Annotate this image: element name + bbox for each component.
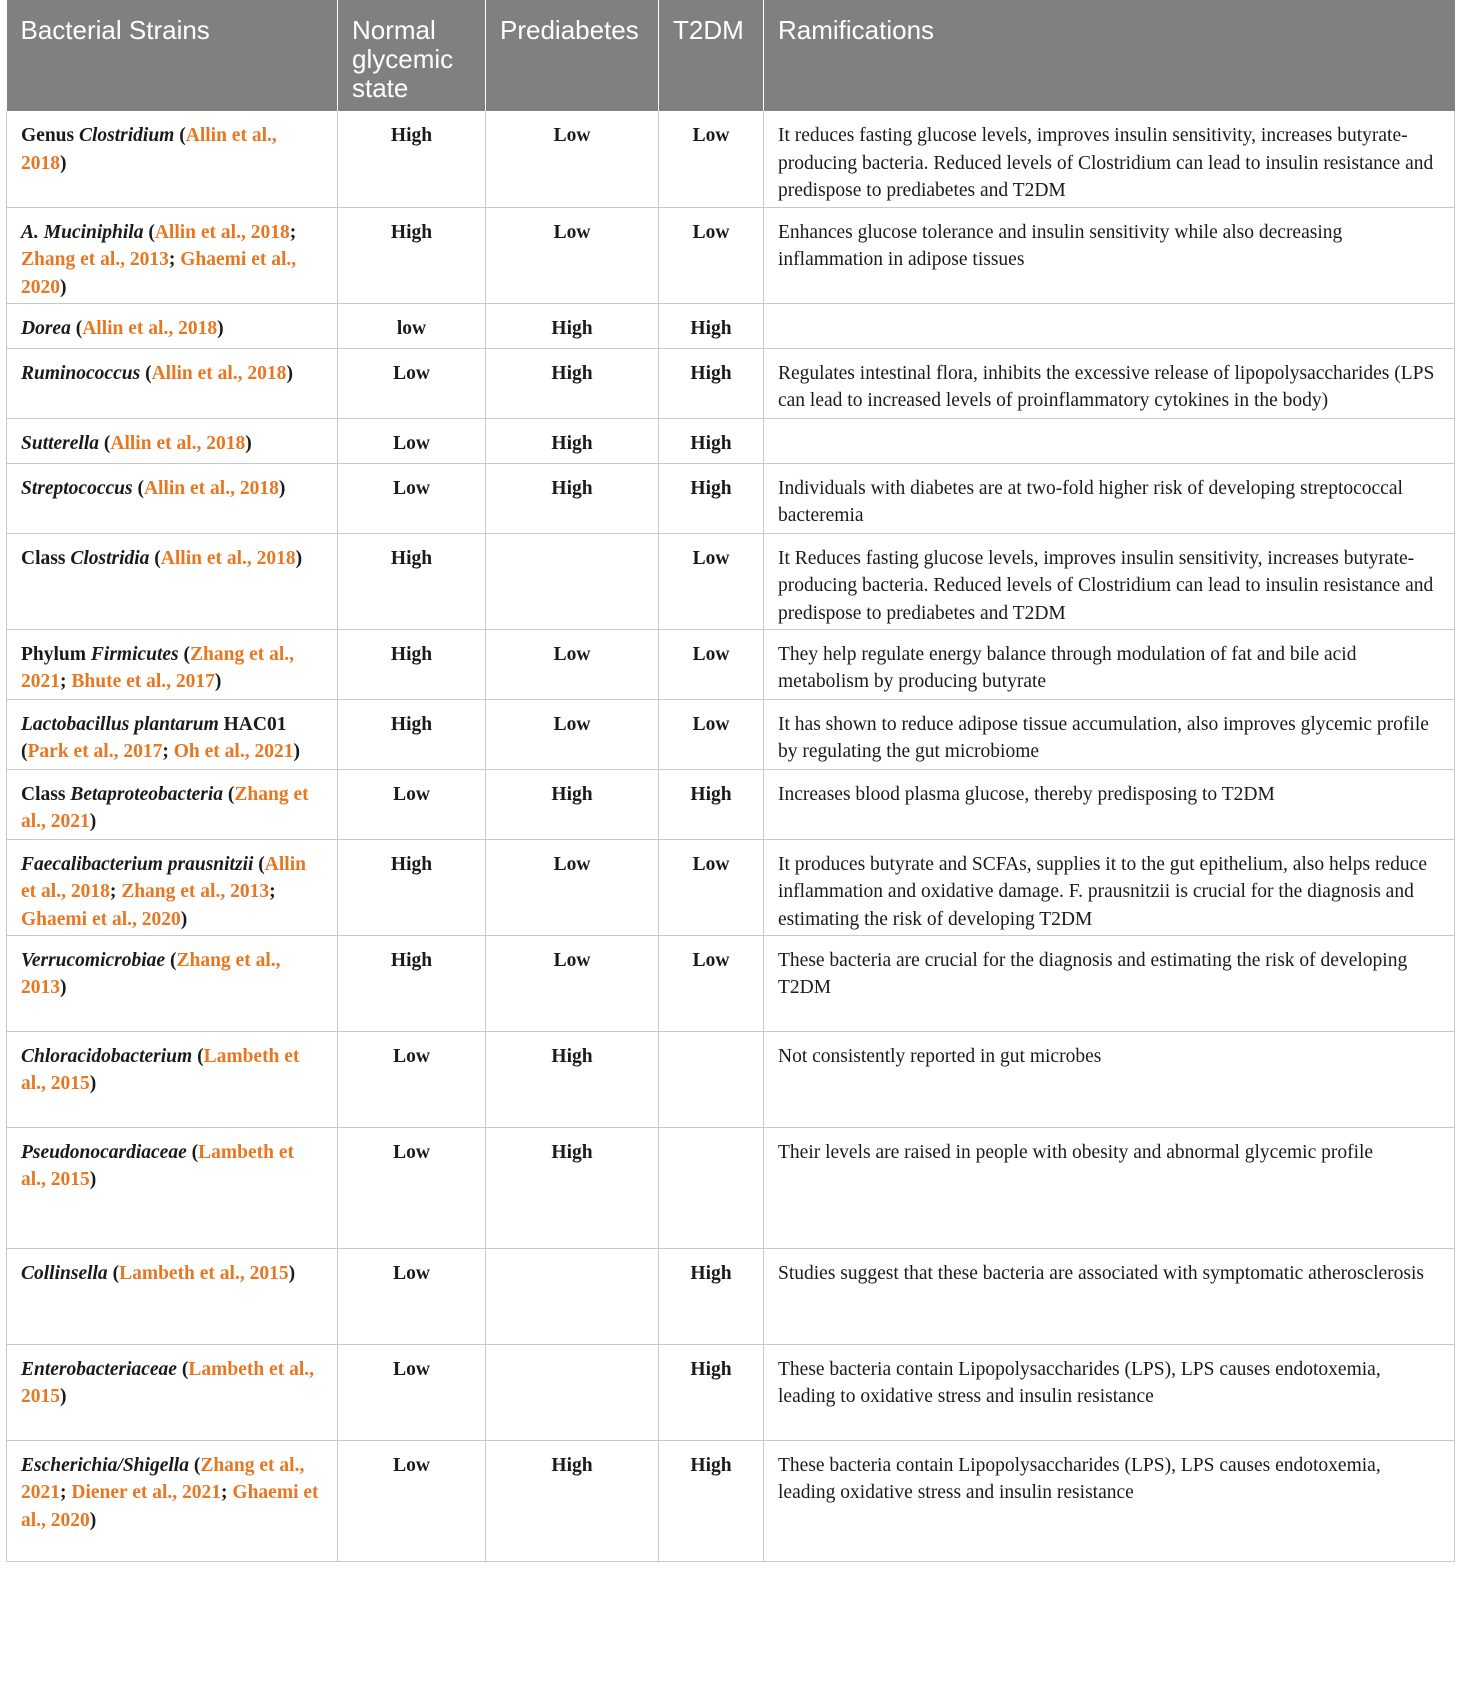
- cell-normal-glycemic-state: Low: [338, 463, 486, 533]
- strain-text: Verrucomicrobiae: [21, 949, 166, 971]
- strain-text: (: [70, 317, 83, 339]
- strain-text: A. Muciniphila: [21, 221, 144, 243]
- cell-t2dm: Low: [659, 207, 764, 303]
- cell-t2dm: High: [659, 1440, 764, 1561]
- cell-t2dm: Low: [659, 935, 764, 1031]
- cell-bacterial-strain: [7, 303, 338, 348]
- strain-text: ): [180, 908, 188, 930]
- cell-bacterial-strain: [7, 111, 338, 207]
- cell-ramifications: [764, 303, 1455, 348]
- strain-text: ): [288, 1262, 296, 1284]
- cell-prediabetes: Low: [486, 935, 659, 1031]
- cell-prediabetes: High: [486, 303, 659, 348]
- strain-text: Class: [21, 783, 71, 805]
- cell-prediabetes: High: [486, 463, 659, 533]
- strain-text: ): [293, 741, 300, 762]
- cell-prediabetes: Low: [486, 111, 659, 207]
- strain-text: ;: [60, 671, 72, 692]
- cell-normal-glycemic-state: Low: [338, 1344, 486, 1440]
- strain-text: ): [278, 477, 286, 499]
- table-row: [7, 1031, 1455, 1127]
- cell-bacterial-strain: [7, 935, 338, 1031]
- cell-prediabetes: High: [486, 1440, 659, 1561]
- cell-bacterial-strain: [7, 207, 338, 303]
- cell-normal-glycemic-state: Low: [338, 348, 486, 418]
- strain-text: Pseudonocardiaceae: [21, 1141, 187, 1163]
- strain-text: ): [295, 547, 303, 569]
- cell-prediabetes: [486, 533, 659, 629]
- header-prediabetes: Prediabetes: [486, 0, 659, 111]
- strain-text: Phylum: [21, 643, 91, 665]
- strain-text: Clostridium: [78, 125, 175, 146]
- strain-text: Firmicutes: [90, 643, 179, 665]
- cell-prediabetes: [486, 1248, 659, 1344]
- cell-bacterial-strain: [7, 533, 338, 629]
- table-header: [7, 0, 1455, 111]
- reference-link[interactable]: Allin et al., 2018: [82, 317, 218, 339]
- reference-link[interactable]: Lambeth et al., 2015: [21, 1141, 294, 1190]
- cell-normal-glycemic-state: High: [338, 629, 486, 699]
- strain-text: (: [99, 432, 111, 454]
- cell-ramifications: It produces butyrate and SCFAs, supplies it to the gut epithelium, also helps reduce inflammation and oxidative damage. F. prausnitzii is crucial for the diagnosis and estimating the risk of developing T2DM: [764, 839, 1455, 935]
- reference-link[interactable]: Lambeth et al., 2015: [21, 1358, 314, 1407]
- cell-bacterial-strain: [7, 629, 338, 699]
- table-row: [7, 769, 1455, 839]
- cell-ramifications: [764, 418, 1455, 463]
- cell-normal-glycemic-state: High: [338, 839, 486, 935]
- strain-text: ): [89, 1073, 97, 1094]
- strain-text: ): [89, 1169, 97, 1190]
- cell-prediabetes: [486, 1344, 659, 1440]
- header-row: [7, 0, 1455, 111]
- strain-text: Betaproteobacteria: [70, 783, 224, 805]
- cell-bacterial-strain: [7, 418, 338, 463]
- strain-text: ;: [221, 1482, 233, 1503]
- strain-text: (: [140, 362, 152, 384]
- strain-text: ): [245, 432, 252, 454]
- cell-t2dm: [659, 1127, 764, 1248]
- cell-t2dm: High: [659, 1248, 764, 1344]
- cell-ramifications: Studies suggest that these bacteria are associated with symptomatic atherosclerosis: [764, 1248, 1455, 1344]
- table-row: [7, 533, 1455, 629]
- header-t2dm: T2DM: [659, 0, 764, 111]
- cell-bacterial-strain: [7, 1127, 338, 1248]
- reference-link[interactable]: Allin et al., 2018: [110, 432, 246, 454]
- cell-normal-glycemic-state: Low: [338, 418, 486, 463]
- cell-ramifications: Their levels are raised in people with obesity and abnormal glycemic profile: [764, 1127, 1455, 1248]
- strain-text: (: [186, 1141, 199, 1163]
- cell-ramifications: It Reduces fasting glucose levels, improves insulin sensitivity, increases butyrate-producing bacteria. Reduced levels of Clostridium can lead to insulin resistance and predispose to prediabetes and T2DM: [764, 533, 1455, 629]
- strain-text: ): [286, 362, 293, 384]
- cell-prediabetes: High: [486, 418, 659, 463]
- table-row: [7, 935, 1455, 1031]
- table-row: [7, 629, 1455, 699]
- cell-bacterial-strain: [7, 839, 338, 935]
- table-row: [7, 699, 1455, 769]
- cell-ramifications: These bacteria contain Lipopolysaccharides (LPS), LPS causes endotoxemia, leading oxidative stress and insulin resistance: [764, 1440, 1455, 1561]
- reference-link[interactable]: Park et al., 2017: [27, 741, 163, 762]
- strain-text: ): [89, 811, 97, 832]
- cell-normal-glycemic-state: High: [338, 533, 486, 629]
- strain-text: ): [89, 1509, 97, 1531]
- cell-prediabetes: High: [486, 1127, 659, 1248]
- table-row: [7, 348, 1455, 418]
- cell-t2dm: Low: [659, 839, 764, 935]
- strain-text: ;: [162, 741, 174, 762]
- strain-text: Chloracidobacterium: [21, 1045, 193, 1067]
- cell-t2dm: High: [659, 769, 764, 839]
- bacterial-strains-table: [6, 0, 1455, 1562]
- reference-link[interactable]: Zhang et al., 2021: [21, 783, 309, 832]
- strain-text: (: [188, 1454, 201, 1476]
- strain-text: (: [178, 643, 191, 665]
- header-ramifications: Ramifications: [764, 0, 1455, 111]
- cell-t2dm: Low: [659, 699, 764, 769]
- cell-normal-glycemic-state: low: [338, 303, 486, 348]
- cell-bacterial-strain: [7, 1248, 338, 1344]
- cell-normal-glycemic-state: Low: [338, 1440, 486, 1561]
- table-row: [7, 418, 1455, 463]
- strain-text: (: [176, 1358, 189, 1380]
- reference-link[interactable]: Zhang et al., 2013: [121, 881, 270, 902]
- cell-t2dm: High: [659, 303, 764, 348]
- strain-text: ;: [60, 1482, 72, 1503]
- strain-text: (: [165, 949, 177, 971]
- table-body: [7, 111, 1455, 1561]
- cell-ramifications: It has shown to reduce adipose tissue accumulation, also improves glycemic profile by regulating the gut microbiome: [764, 699, 1455, 769]
- cell-normal-glycemic-state: High: [338, 699, 486, 769]
- cell-normal-glycemic-state: Low: [338, 1031, 486, 1127]
- header-normal-glycemic-state: Normal glycemic state: [338, 0, 486, 111]
- strain-text: Escherichia/Shigella: [21, 1454, 189, 1476]
- cell-bacterial-strain: [7, 463, 338, 533]
- strain-text: (: [223, 783, 235, 805]
- cell-normal-glycemic-state: Low: [338, 769, 486, 839]
- reference-link[interactable]: Zhang et al., 2021: [21, 1454, 305, 1503]
- reference-link[interactable]: Allin et al., 2018: [151, 362, 287, 384]
- table-row: [7, 1127, 1455, 1248]
- strain-text: (: [149, 547, 161, 569]
- cell-ramifications: These bacteria contain Lipopolysaccharides (LPS), LPS causes endotoxemia, leading to oxidative stress and insulin resistance: [764, 1344, 1455, 1440]
- strain-text: ): [60, 152, 67, 174]
- cell-t2dm: [659, 1031, 764, 1127]
- strain-text: ): [214, 671, 222, 692]
- cell-bacterial-strain: [7, 699, 338, 769]
- cell-prediabetes: Low: [486, 699, 659, 769]
- cell-bacterial-strain: [7, 769, 338, 839]
- cell-t2dm: Low: [659, 629, 764, 699]
- strain-text: (: [107, 1262, 120, 1284]
- strain-text: ;: [168, 249, 181, 270]
- reference-link[interactable]: Allin et al., 2018: [160, 547, 296, 569]
- strain-text: Faecalibacterium prausnitzii: [21, 853, 254, 875]
- cell-ramifications: Not consistently reported in gut microbes: [764, 1031, 1455, 1127]
- strain-text: (: [253, 853, 265, 875]
- strain-text: Genus: [21, 125, 79, 146]
- table-row: [7, 839, 1455, 935]
- cell-ramifications: Regulates intestinal flora, inhibits the excessive release of lipopolysaccharides (LPS can lead to increased levels of proinflammatory cytokines in the body): [764, 348, 1455, 418]
- table-row: [7, 463, 1455, 533]
- cell-bacterial-strain: [7, 348, 338, 418]
- strain-text: Class: [21, 547, 71, 569]
- cell-t2dm: High: [659, 348, 764, 418]
- cell-t2dm: Low: [659, 111, 764, 207]
- strain-text: (: [132, 477, 144, 499]
- table-row: [7, 207, 1455, 303]
- cell-t2dm: Low: [659, 533, 764, 629]
- cell-normal-glycemic-state: High: [338, 111, 486, 207]
- reference-link[interactable]: Zhang et al., 2013: [21, 249, 169, 270]
- cell-normal-glycemic-state: High: [338, 935, 486, 1031]
- table-row: [7, 1248, 1455, 1344]
- reference-link[interactable]: Zhang et al., 2013: [21, 949, 281, 998]
- reference-link[interactable]: Ghaemi et al., 2020: [21, 1482, 319, 1531]
- cell-prediabetes: Low: [486, 629, 659, 699]
- strain-text: (: [174, 125, 186, 146]
- cell-normal-glycemic-state: Low: [338, 1248, 486, 1344]
- cell-ramifications: Increases blood plasma glucose, thereby predisposing to T2DM: [764, 769, 1455, 839]
- strain-text: HAC01 (: [21, 713, 287, 762]
- strain-text: Collinsella: [21, 1262, 108, 1284]
- table-row: [7, 1344, 1455, 1440]
- cell-t2dm: High: [659, 1344, 764, 1440]
- cell-t2dm: High: [659, 418, 764, 463]
- strain-text: Streptococcus: [21, 477, 133, 499]
- cell-ramifications: Enhances glucose tolerance and insulin sensitivity while also decreasing inflammation in adipose tissues: [764, 207, 1455, 303]
- reference-link[interactable]: Allin et al., 2018: [143, 477, 279, 499]
- cell-bacterial-strain: [7, 1440, 338, 1561]
- reference-link[interactable]: Allin et al., 2018: [21, 125, 277, 174]
- cell-prediabetes: High: [486, 769, 659, 839]
- table-container: [6, 0, 1454, 1562]
- reference-link[interactable]: Ghaemi et al., 2020: [21, 249, 297, 298]
- cell-ramifications: These bacteria are crucial for the diagnosis and estimating the risk of developing T2DM: [764, 935, 1455, 1031]
- cell-ramifications: It reduces fasting glucose levels, improves insulin sensitivity, increases butyrate-producing bacteria. Reduced levels of Clostridium can lead to insulin resistance and predispose to prediabetes and T2DM: [764, 111, 1455, 207]
- table-row: [7, 1440, 1455, 1561]
- strain-text: Ruminococcus: [21, 362, 141, 384]
- reference-link[interactable]: Diener et al., 2021: [71, 1482, 222, 1503]
- strain-text: ): [60, 276, 67, 298]
- cell-normal-glycemic-state: High: [338, 207, 486, 303]
- strain-text: Clostridia: [70, 547, 150, 569]
- strain-text: Lactobacillus plantarum: [21, 713, 219, 735]
- reference-link[interactable]: Ghaemi et al., 2020: [21, 908, 181, 930]
- cell-ramifications: Individuals with diabetes are at two-fold higher risk of developing streptococcal bacteremia: [764, 463, 1455, 533]
- cell-t2dm: High: [659, 463, 764, 533]
- cell-prediabetes: High: [486, 1031, 659, 1127]
- strain-text: ): [60, 1386, 67, 1407]
- reference-link[interactable]: Lambeth et al., 2015: [119, 1262, 289, 1284]
- cell-normal-glycemic-state: Low: [338, 1127, 486, 1248]
- strain-text: (: [143, 221, 155, 243]
- cell-bacterial-strain: [7, 1344, 338, 1440]
- cell-ramifications: They help regulate energy balance through modulation of fat and bile acid metabolism by producing butyrate: [764, 629, 1455, 699]
- reference-link[interactable]: Bhute et al., 2017: [71, 671, 215, 692]
- reference-link[interactable]: Allin et al., 2018: [154, 221, 290, 243]
- strain-text: ;: [109, 881, 122, 902]
- strain-text: ): [217, 317, 224, 339]
- reference-link[interactable]: Lambeth et al., 2015: [21, 1045, 300, 1094]
- table-row: [7, 111, 1455, 207]
- strain-text: ;: [289, 221, 297, 243]
- reference-link[interactable]: Zhang et al., 2021: [21, 643, 295, 692]
- strain-text: ): [60, 977, 67, 998]
- cell-prediabetes: Low: [486, 207, 659, 303]
- table-row: [7, 303, 1455, 348]
- strain-text: Sutterella: [21, 432, 100, 454]
- strain-text: ;: [269, 881, 276, 902]
- cell-bacterial-strain: [7, 1031, 338, 1127]
- reference-link[interactable]: Allin et al., 2018: [21, 853, 306, 902]
- reference-link[interactable]: Oh et al., 2021: [173, 741, 294, 762]
- strain-text: Enterobacteriaceae: [21, 1358, 177, 1380]
- cell-prediabetes: High: [486, 348, 659, 418]
- strain-text: (: [192, 1045, 204, 1067]
- cell-prediabetes: Low: [486, 839, 659, 935]
- header-bacterial-strains: Bacterial Strains: [7, 0, 338, 111]
- strain-text: Dorea: [21, 317, 71, 339]
